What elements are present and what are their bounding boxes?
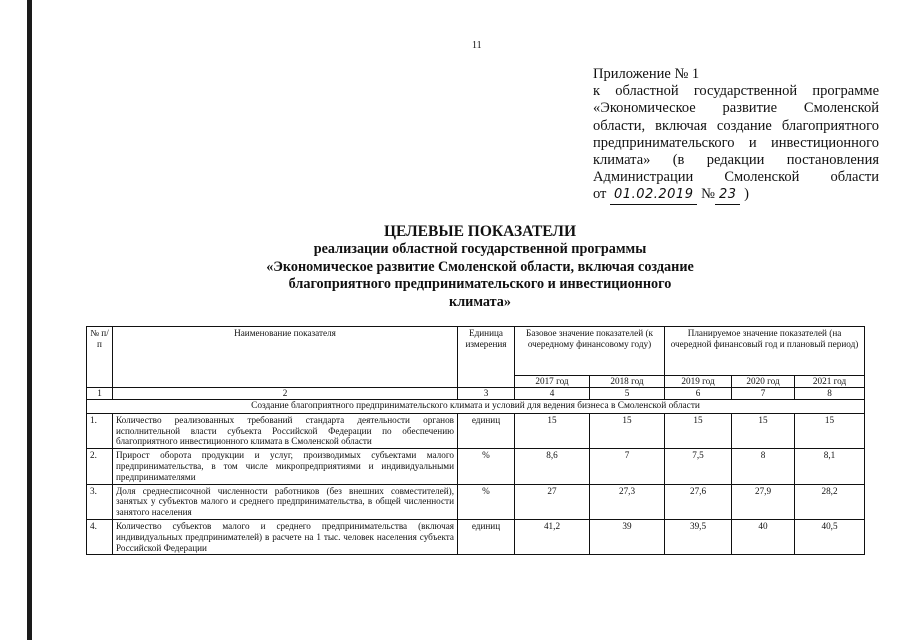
title-line-1: ЦЕЛЕВЫЕ ПОКАЗАТЕЛИ (383, 223, 577, 240)
title-line-4: благоприятного предпринимательского и инвестиционного (288, 276, 672, 292)
appendix-line: Приложение № 1 (593, 66, 700, 82)
header-unit: Единица измерения (458, 327, 515, 388)
page-number: 11 (472, 40, 482, 51)
row-value: 15 (795, 413, 865, 448)
row-unit: % (458, 484, 515, 519)
row-value: 27,3 (590, 484, 665, 519)
row-name: Доля среднесписочной численности работников (без внешних совместителей), занятых у субъектов малого и среднего предпринимательства, в общей численности занятого населения (113, 484, 458, 519)
column-number: 6 (665, 388, 732, 400)
handwritten-number: 23 (715, 186, 741, 204)
appendix-line: предпринимательского и инвестиционного (593, 134, 879, 151)
row-value: 15 (732, 413, 795, 448)
row-value: 15 (590, 413, 665, 448)
column-number: 8 (795, 388, 865, 400)
header-num: № п/п (87, 327, 113, 388)
row-value: 27 (515, 484, 590, 519)
title-line-3: «Экономическое развитие Смоленской области, включая создание (266, 258, 694, 275)
row-value: 27,6 (665, 484, 732, 519)
row-name: Прирост оборота продукции и услуг, производимых субъектами малого предпринимательства, в том числе микропредприятиями и индивидуальными предпринимателями (113, 449, 458, 484)
column-number: 3 (458, 388, 515, 400)
row-value: 40,5 (795, 519, 865, 554)
appendix-line: Администрации Смоленской области (593, 169, 879, 186)
row-unit: % (458, 449, 515, 484)
title-line-5: климата» (449, 293, 511, 310)
header-planned: Планируемое значение показателей (на очередной финансовый год и плановый период) (665, 327, 865, 376)
header-year: 2020 год (732, 376, 795, 388)
appendix-line: климата» (в редакции постановления (593, 152, 879, 169)
scan-edge-bar (27, 0, 32, 640)
handwritten-date: 01.02.2019 (610, 186, 697, 204)
table-row (87, 449, 865, 484)
row-value: 27,9 (732, 484, 795, 519)
appendix-date-line (593, 186, 879, 204)
row-value: 41,2 (515, 519, 590, 554)
row-value: 40 (732, 519, 795, 554)
row-num: 1. (87, 413, 113, 448)
header-base: Базовое значение показателей (к очередному финансовому году) (515, 327, 665, 376)
row-num: 2. (87, 449, 113, 484)
header-year: 2021 год (795, 376, 865, 388)
table-row (87, 519, 865, 554)
appendix-block (593, 66, 879, 205)
row-unit: единиц (458, 413, 515, 448)
appendix-line: к областной государственной программе (593, 83, 879, 100)
column-number: 4 (515, 388, 590, 400)
row-value: 15 (515, 413, 590, 448)
row-value: 8,1 (795, 449, 865, 484)
row-unit: единиц (458, 519, 515, 554)
appendix-line: области, включая создание благоприятного (593, 117, 879, 134)
row-value: 28,2 (795, 484, 865, 519)
table-row (87, 413, 865, 448)
column-number: 7 (732, 388, 795, 400)
row-value: 7,5 (665, 449, 732, 484)
row-name: Количество субъектов малого и среднего предпринимательства (включая индивидуальных предпринимателей) в расчете на 1 тыс. человек населения субъекта Российской Федерации (113, 519, 458, 554)
row-num: 4. (87, 519, 113, 554)
column-number: 1 (87, 388, 113, 400)
table-row (87, 484, 865, 519)
title-line-2: реализации областной государственной программы (313, 241, 647, 257)
header-year: 2018 год (590, 376, 665, 388)
row-value: 39,5 (665, 519, 732, 554)
row-value: 39 (590, 519, 665, 554)
section-title: Создание благоприятного предпринимательского климата и условий для ведения бизнеса в Смоленской области (87, 400, 865, 414)
row-num: 3. (87, 484, 113, 519)
row-value: 15 (665, 413, 732, 448)
column-number: 5 (590, 388, 665, 400)
closing-paren: ) (744, 186, 749, 203)
row-name: Количество реализованных требований стандарта деятельности органов исполнительной власти субъекта Российской Федерации по обеспечению благоприятного инвестиционного климата в Смоленской области (113, 413, 458, 448)
date-prefix: от (593, 186, 607, 203)
appendix-line: «Экономическое развитие Смоленской (593, 100, 879, 117)
row-value: 7 (590, 449, 665, 484)
indicators-table (86, 326, 865, 555)
header-year: 2019 год (665, 376, 732, 388)
row-value: 8,6 (515, 449, 590, 484)
row-value: 8 (732, 449, 795, 484)
number-prefix: № (701, 186, 715, 203)
header-name: Наименование показателя (113, 327, 458, 388)
column-number: 2 (113, 388, 458, 400)
header-year: 2017 год (515, 376, 590, 388)
document-title (200, 222, 760, 311)
